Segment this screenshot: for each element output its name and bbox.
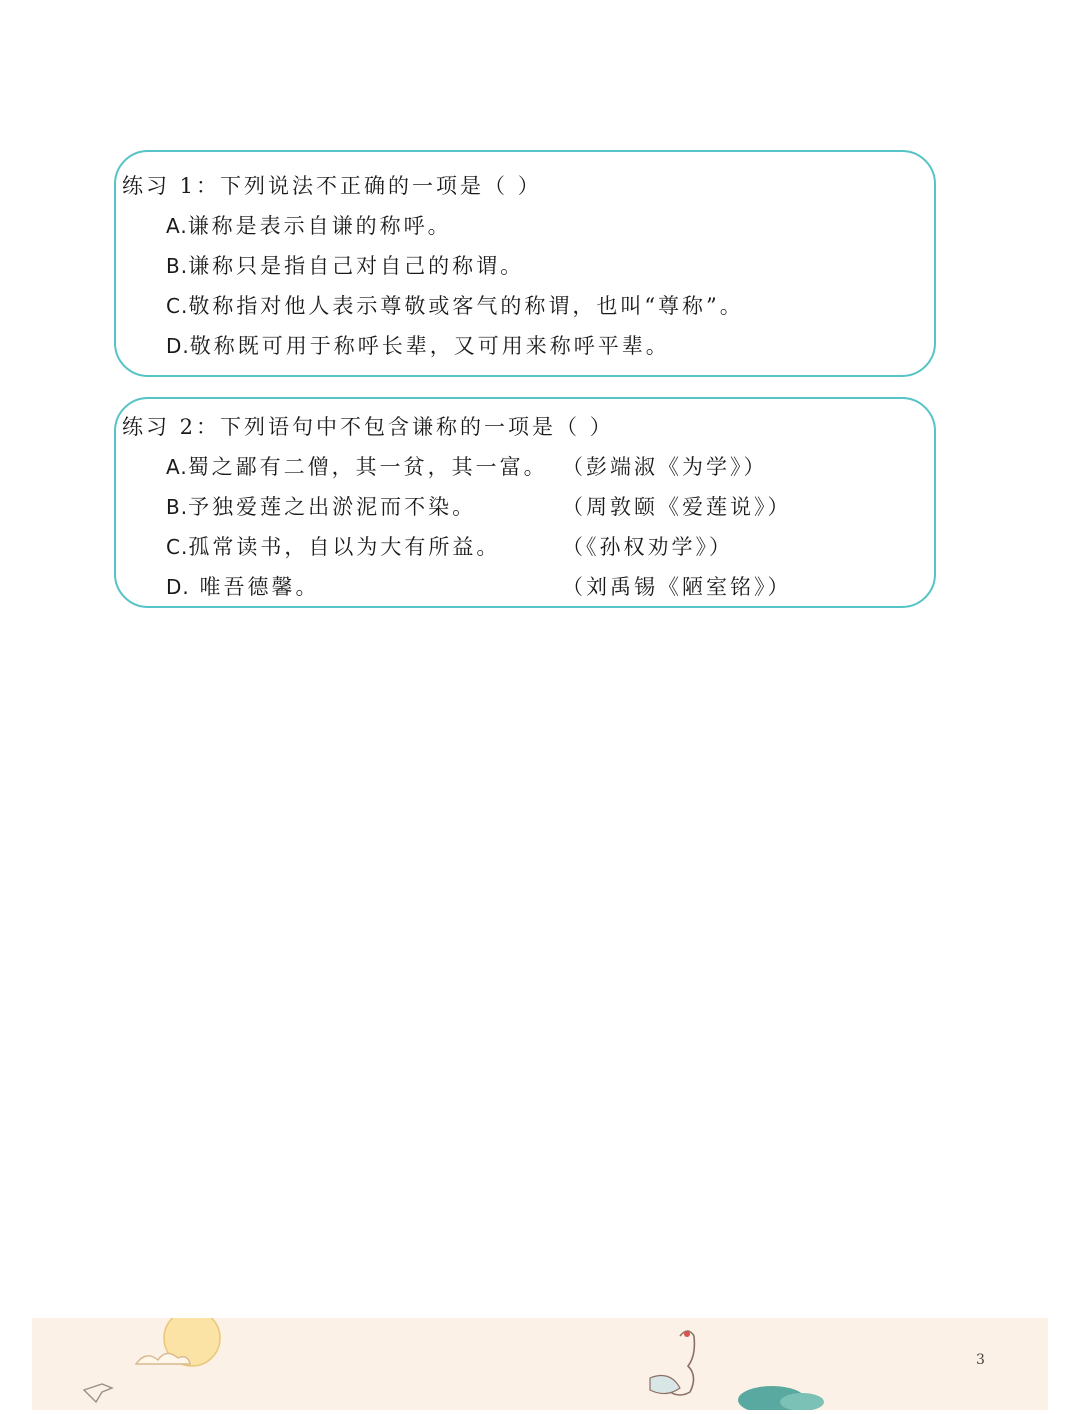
footer-illustration	[32, 1318, 1048, 1410]
option-text: 唯吾德馨。	[189, 575, 320, 599]
exercise-1-title: 练习 1：下列说法不正确的一项是（ ）	[122, 174, 542, 198]
option-letter: D.	[166, 334, 190, 358]
option-letter: B.	[166, 495, 189, 519]
exercise-2-title: 练习 2：下列语句中不包含谦称的一项是（ ）	[122, 415, 614, 439]
exercise-2-option-b-source: （周敦颐《爱莲说》）	[562, 495, 792, 519]
option-text: 孤常读书，自以为大有所益。	[188, 535, 501, 559]
exercise-2-option-d-source: （刘禹锡《陋室铭》）	[562, 575, 792, 599]
exercise-1-option-a	[166, 210, 452, 240]
page-number: 3	[976, 1352, 985, 1368]
exercise-2-option-b	[166, 491, 476, 521]
option-text: 蜀之鄙有二僧，其一贫，其一富。	[187, 455, 548, 479]
option-letter: A.	[166, 455, 188, 479]
exercise-1-option-c	[166, 290, 744, 320]
option-letter: D.	[166, 575, 190, 599]
option-text: 谦称只是指自己对自己的称谓。	[188, 254, 525, 278]
exercise-2-option-d	[166, 571, 319, 601]
option-text: 敬称指对他人表示尊敬或客气的称谓，也叫“尊称”。	[188, 294, 744, 318]
exercise-2-option-a	[166, 451, 548, 481]
exercise-1-option-b	[166, 250, 524, 280]
exercise-1-box	[114, 150, 936, 377]
exercise-2-option-c-source: （《孙权劝学》）	[562, 535, 733, 559]
option-letter: C.	[166, 535, 189, 559]
exercise-1-option-d	[166, 330, 670, 360]
option-text: 谦称是表示自谦的称呼。	[187, 214, 452, 238]
exercise-2-option-a-source: （彭端淑《为学》）	[562, 455, 768, 479]
exercise-2-option-c	[166, 531, 500, 561]
exercise-2-box	[114, 397, 936, 608]
option-text: 敬称既可用于称呼长辈，又可用来称呼平辈。	[189, 334, 670, 358]
option-letter: C.	[166, 294, 189, 318]
option-letter: A.	[166, 214, 188, 238]
decorative-footer	[32, 1318, 1048, 1410]
option-letter: B.	[166, 254, 189, 278]
option-text: 予独爱莲之出淤泥而不染。	[188, 495, 477, 519]
bird-icon	[84, 1384, 112, 1402]
